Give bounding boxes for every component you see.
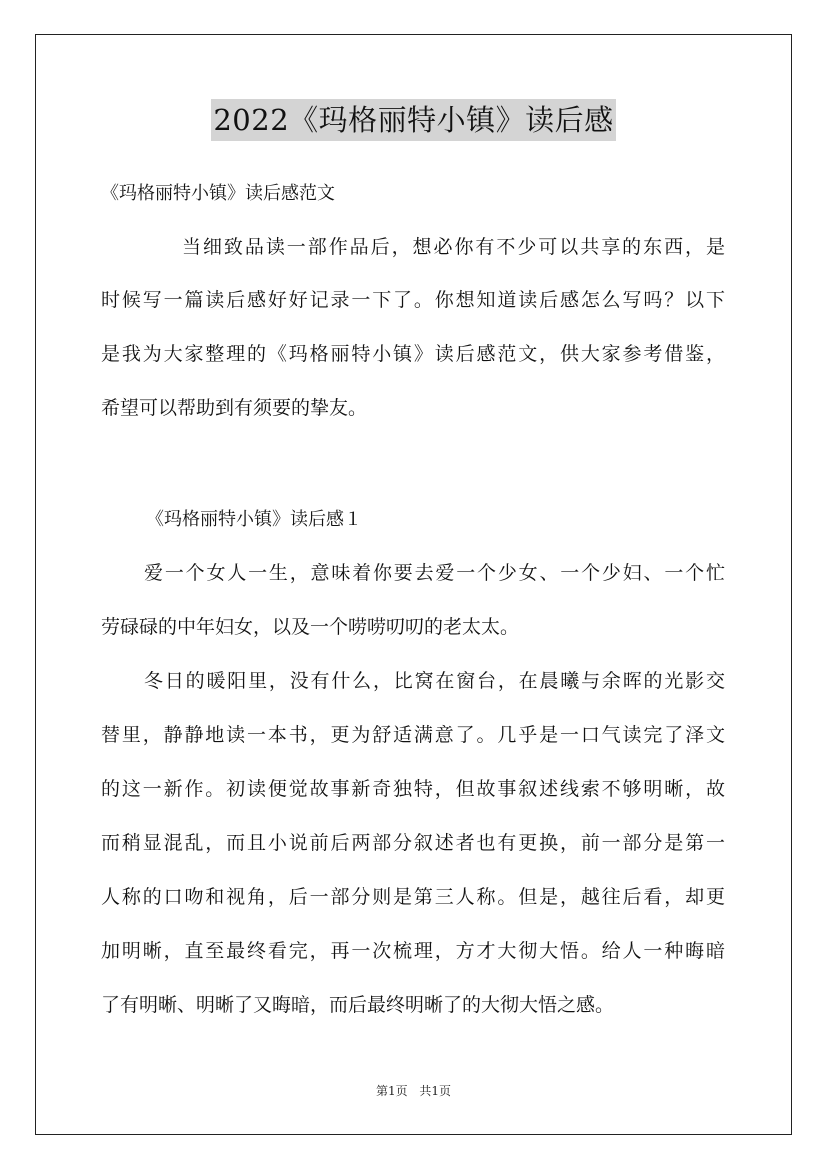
paragraph-line: 加明晰，直至最终看完，再一次梳理，方才大彻大悟。给人一种晦暗 <box>101 940 725 962</box>
title-container <box>0 99 827 141</box>
intro-line: 时候写一篇读后感好好记录一下了。你想知道读后感怎么写吗？以下 <box>101 289 725 311</box>
paragraph-line: 而稍显混乱，而且小说前后两部分叙述者也有更换，前一部分是第一 <box>101 832 725 854</box>
intro-line: 当细致品读一部作品后，想必你有不少可以共享的东西，是 <box>182 236 725 258</box>
total-pages: 共1页 <box>419 1084 452 1098</box>
document-title: 2022《玛格丽特小镇》读后感 <box>211 99 615 141</box>
page-footer <box>0 1082 827 1100</box>
paragraph-line: 人称的口吻和视角，后一部分则是第三人称。但是，越往后看，却更 <box>101 886 725 908</box>
paragraph-line: 爱一个女人一生，意味着你要去爱一个少女、一个少妇、一个忙 <box>144 562 725 584</box>
paragraph-line: 的这一新作。初读便觉故事新奇独特，但故事叙述线索不够明晰，故 <box>101 778 725 800</box>
intro-line: 是我为大家整理的《玛格丽特小镇》读后感范文，供大家参考借鉴， <box>101 343 725 365</box>
section-heading: 《玛格丽特小镇》读后感１ <box>146 509 362 530</box>
paragraph-line: 冬日的暖阳里，没有什么，比窝在窗台，在晨曦与余晖的光影交 <box>144 670 725 692</box>
page-number: 第1页 <box>375 1084 408 1098</box>
intro-line: 希望可以帮助到有须要的挚友。 <box>101 397 368 419</box>
paragraph-line: 替里，静静地读一本书，更为舒适满意了。几乎是一口气读完了泽文 <box>101 724 725 746</box>
paragraph-line: 劳碌碌的中年妇女，以及一个唠唠叨叨的老太太。 <box>101 616 520 638</box>
paragraph-line: 了有明晰、明晰了又晦暗，而后最终明晰了的大彻大悟之感。 <box>101 994 615 1016</box>
document-subtitle: 《玛格丽特小镇》读后感范文 <box>101 183 335 204</box>
